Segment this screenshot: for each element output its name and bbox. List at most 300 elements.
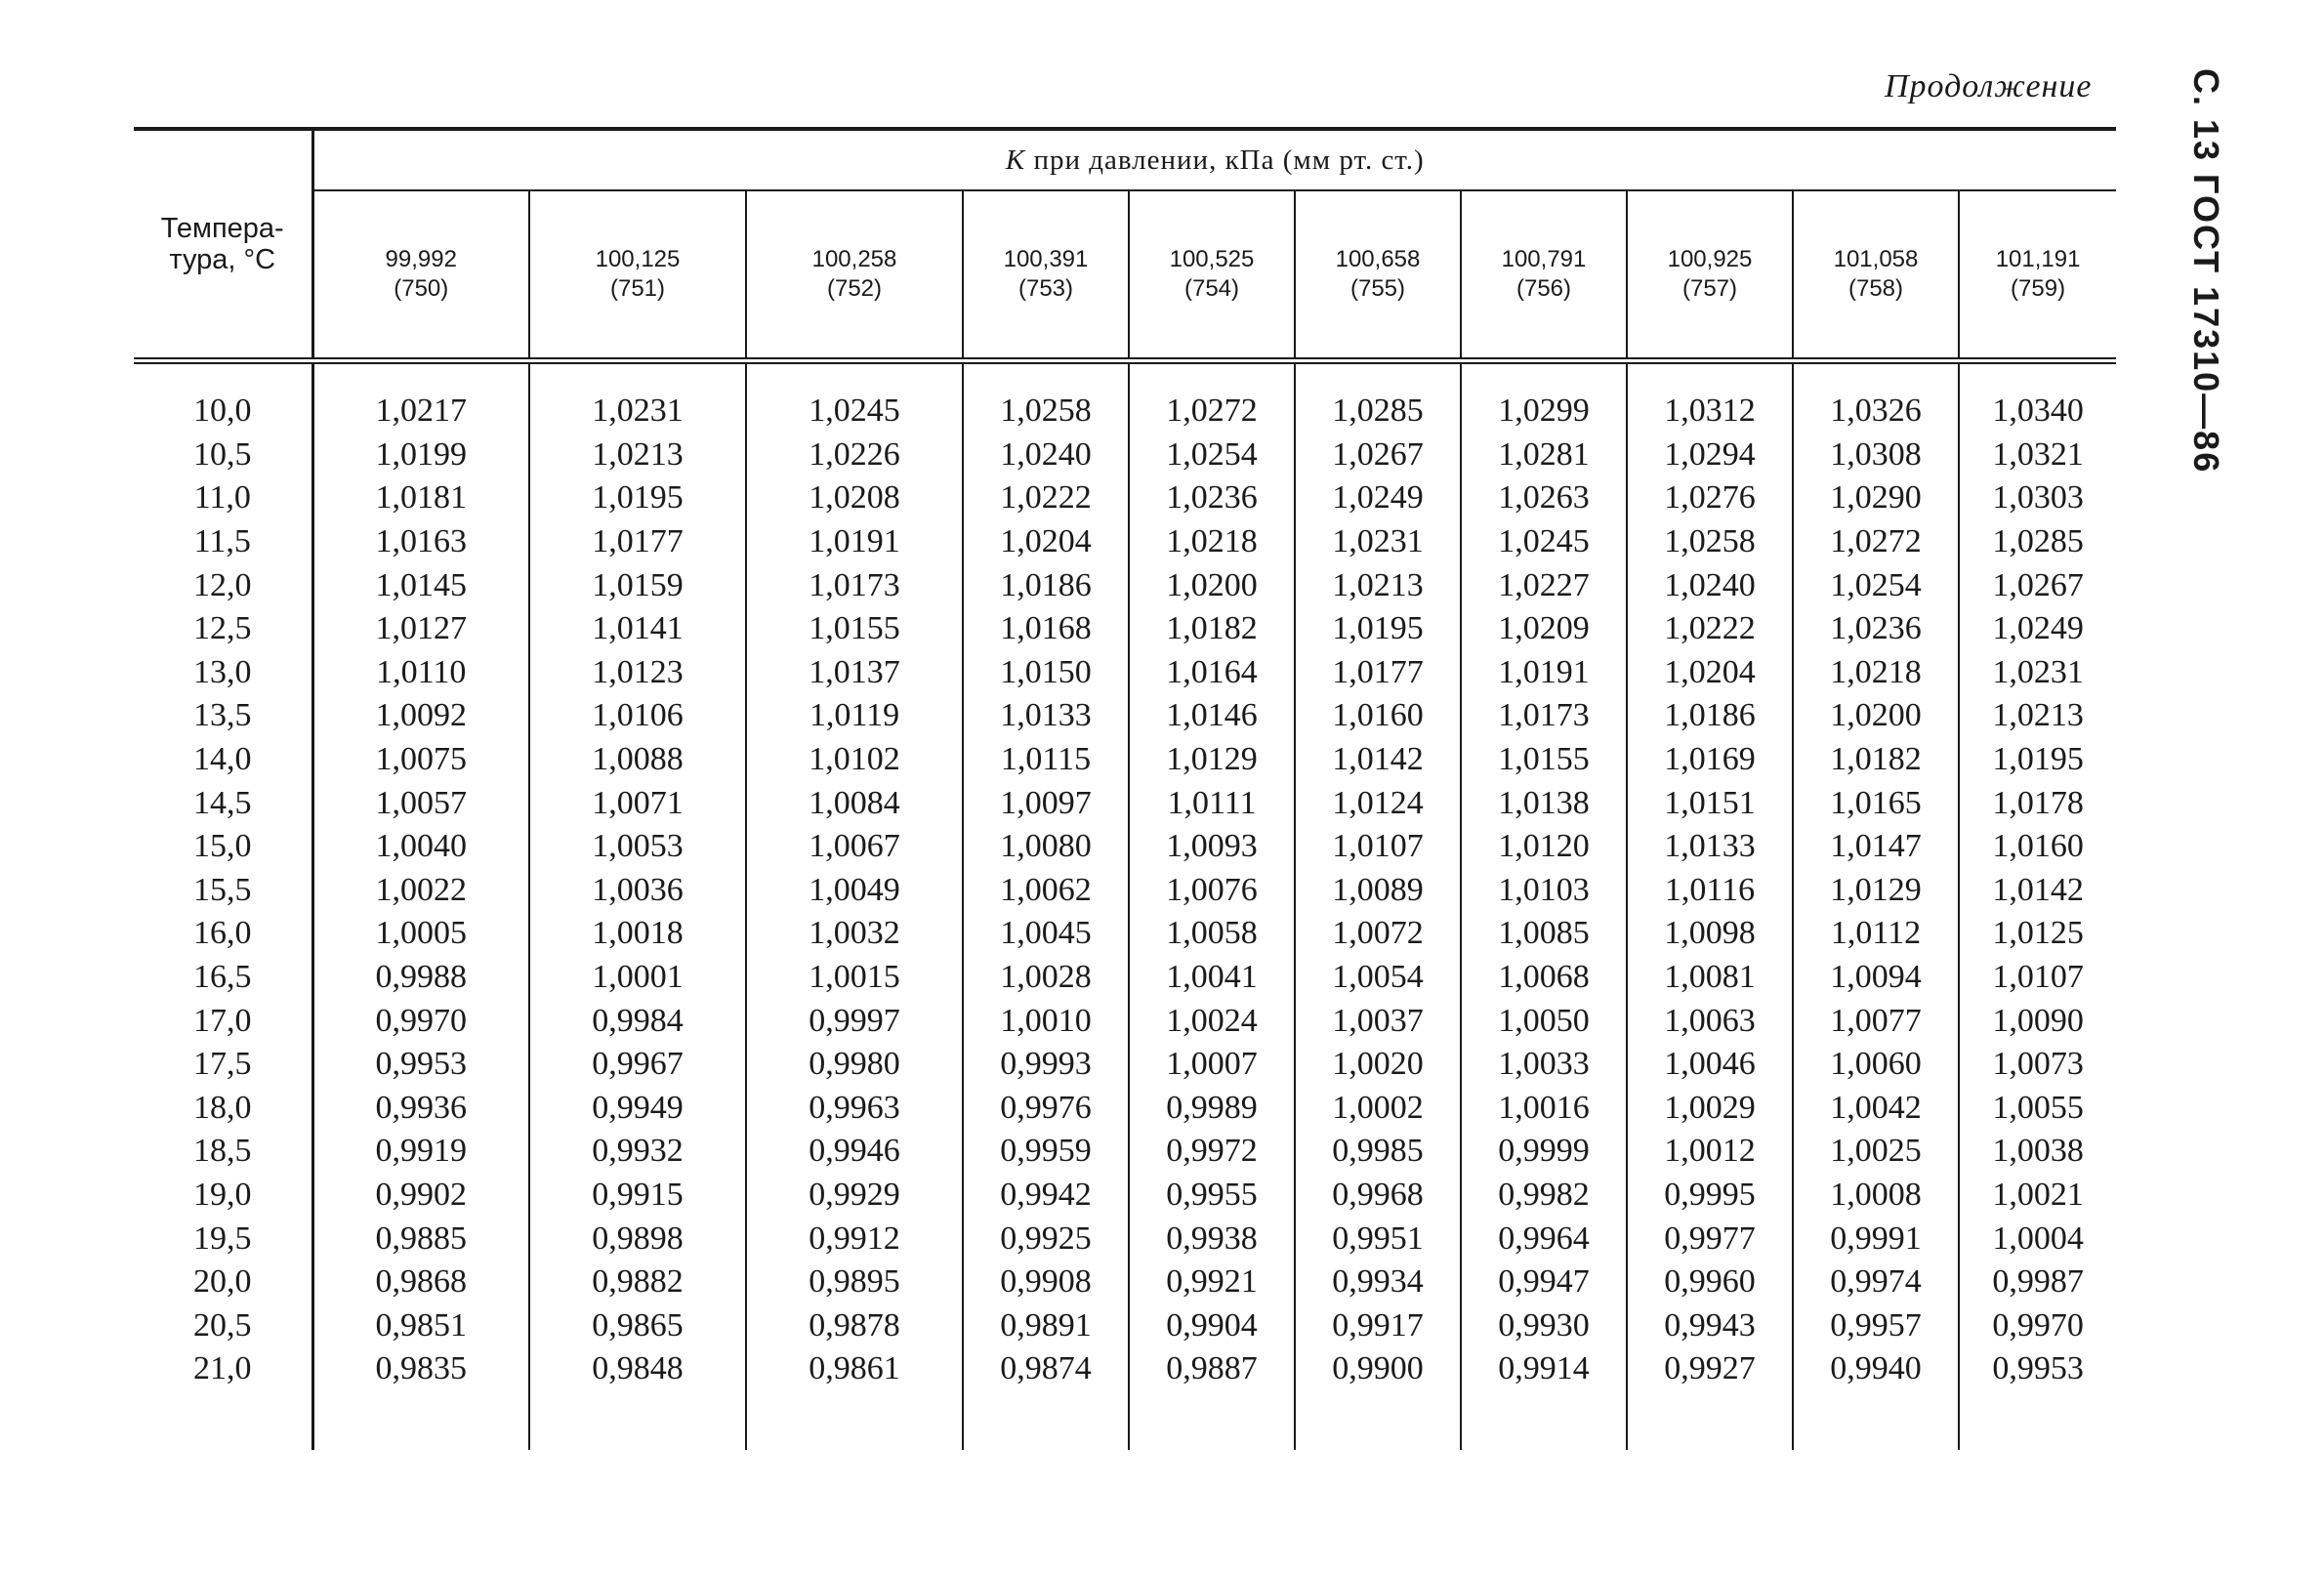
k-value-cell: 0,9904 xyxy=(1129,1303,1295,1347)
k-value-cell: 0,9947 xyxy=(1461,1261,1627,1304)
k-value-cell: 1,0340 xyxy=(1959,361,2116,434)
k-value-cell: 1,0071 xyxy=(529,781,746,825)
k-value-cell: 1,0133 xyxy=(963,694,1129,738)
k-value-cell: 1,0276 xyxy=(1627,476,1793,520)
k-value-cell: 1,0258 xyxy=(963,361,1129,434)
k-value-cell: 0,9878 xyxy=(746,1303,963,1347)
k-value-cell: 0,9835 xyxy=(312,1347,529,1391)
k-value-cell: 1,0272 xyxy=(1793,520,1959,564)
temperature-header-line2: тура, °С xyxy=(169,244,276,275)
k-value-cell: 1,0222 xyxy=(963,476,1129,520)
pressure-column-header xyxy=(746,190,963,361)
k-value-cell: 1,0020 xyxy=(1295,1043,1461,1087)
k-value-cell: 1,0018 xyxy=(529,912,746,956)
k-value-cell: 0,9917 xyxy=(1295,1303,1461,1347)
k-value-cell: 0,9865 xyxy=(529,1303,746,1347)
k-value-cell: 1,0098 xyxy=(1627,912,1793,956)
table-row xyxy=(134,361,2116,434)
k-value-cell: 1,0119 xyxy=(746,694,963,738)
temperature-cell: 18,5 xyxy=(134,1130,312,1174)
k-value-cell: 1,0236 xyxy=(1129,476,1295,520)
k-value-cell: 0,9988 xyxy=(312,956,529,1000)
table-row xyxy=(134,607,2116,651)
k-value-cell: 0,9963 xyxy=(746,1087,963,1131)
k-value-cell: 0,9989 xyxy=(1129,1087,1295,1131)
k-value-cell: 1,0217 xyxy=(312,361,529,434)
k-value-cell: 0,9885 xyxy=(312,1217,529,1261)
k-value-cell: 1,0040 xyxy=(312,825,529,869)
temperature-cell: 16,0 xyxy=(134,912,312,956)
k-value-cell: 1,0010 xyxy=(963,999,1129,1043)
k-value-cell: 1,0092 xyxy=(312,694,529,738)
pressure-column-header xyxy=(1793,190,1959,361)
k-value-cell: 1,0200 xyxy=(1793,694,1959,738)
k-value-cell: 1,0033 xyxy=(1461,1043,1627,1087)
k-value-cell: 1,0012 xyxy=(1627,1130,1793,1174)
k-value-cell: 1,0240 xyxy=(963,434,1129,477)
temperature-cell: 10,0 xyxy=(134,361,312,434)
k-value-cell: 1,0258 xyxy=(1627,520,1793,564)
pressure-kpa: 100,125 xyxy=(595,246,681,272)
k-value-cell: 1,0021 xyxy=(1959,1174,2116,1218)
k-value-cell: 1,0191 xyxy=(1461,651,1627,695)
k-value-cell: 0,9967 xyxy=(529,1043,746,1087)
pressure-mmhg: (755) xyxy=(1349,275,1406,302)
k-value-cell: 1,0037 xyxy=(1295,999,1461,1043)
k-value-cell: 1,0204 xyxy=(963,520,1129,564)
k-value-cell: 0,9974 xyxy=(1793,1261,1959,1304)
k-value-cell: 1,0097 xyxy=(963,781,1129,825)
pressure-column-header xyxy=(312,190,529,361)
k-value-cell: 1,0123 xyxy=(529,651,746,695)
k-value-cell: 1,0112 xyxy=(1793,912,1959,956)
pressure-kpa: 100,925 xyxy=(1667,246,1753,272)
k-value-cell: 1,0245 xyxy=(746,361,963,434)
k-value-cell: 1,0005 xyxy=(312,912,529,956)
k-value-cell: 0,9953 xyxy=(1959,1347,2116,1391)
pressure-column-header xyxy=(1295,190,1461,361)
k-value-cell: 0,9861 xyxy=(746,1347,963,1391)
k-value-cell: 0,9972 xyxy=(1129,1130,1295,1174)
table-row xyxy=(134,1130,2116,1174)
k-value-cell: 1,0116 xyxy=(1627,869,1793,913)
k-value-cell: 0,9995 xyxy=(1627,1174,1793,1218)
k-value-cell: 1,0024 xyxy=(1129,999,1295,1043)
pressure-column-header xyxy=(1959,190,2116,361)
temperature-cell: 13,0 xyxy=(134,651,312,695)
spacer-cell xyxy=(1627,1391,1793,1450)
k-value-cell: 1,0299 xyxy=(1461,361,1627,434)
k-value-cell: 1,0075 xyxy=(312,738,529,782)
k-value-cell: 1,0272 xyxy=(1129,361,1295,434)
k-value-cell: 1,0085 xyxy=(1461,912,1627,956)
k-value-cell: 1,0103 xyxy=(1461,869,1627,913)
k-value-cell: 1,0245 xyxy=(1461,520,1627,564)
k-value-cell: 1,0053 xyxy=(529,825,746,869)
k-value-cell: 1,0177 xyxy=(529,520,746,564)
table-body xyxy=(134,361,2116,1450)
temperature-cell: 15,5 xyxy=(134,869,312,913)
temperature-cell: 15,0 xyxy=(134,825,312,869)
k-value-cell: 0,9993 xyxy=(963,1043,1129,1087)
k-value-cell: 0,9927 xyxy=(1627,1347,1793,1391)
k-value-cell: 1,0290 xyxy=(1793,476,1959,520)
k-value-cell: 1,0199 xyxy=(312,434,529,477)
k-value-cell: 1,0195 xyxy=(1295,607,1461,651)
k-value-cell: 1,0060 xyxy=(1793,1043,1959,1087)
temperature-cell: 14,0 xyxy=(134,738,312,782)
k-value-cell: 1,0038 xyxy=(1959,1130,2116,1174)
k-value-cell: 0,9895 xyxy=(746,1261,963,1304)
pressure-columns-row xyxy=(134,190,2116,361)
k-value-cell: 1,0046 xyxy=(1627,1043,1793,1087)
k-value-cell: 1,0138 xyxy=(1461,781,1627,825)
k-value-cell: 0,9930 xyxy=(1461,1303,1627,1347)
k-value-cell: 0,9999 xyxy=(1461,1130,1627,1174)
k-value-cell: 1,0213 xyxy=(1959,694,2116,738)
k-value-cell: 0,9985 xyxy=(1295,1130,1461,1174)
k-value-cell: 1,0173 xyxy=(1461,694,1627,738)
table-row xyxy=(134,869,2116,913)
k-value-cell: 1,0227 xyxy=(1461,563,1627,607)
k-value-cell: 1,0218 xyxy=(1129,520,1295,564)
pressure-kpa: 100,658 xyxy=(1335,246,1421,272)
k-value-cell: 1,0200 xyxy=(1129,563,1295,607)
k-value-cell: 1,0008 xyxy=(1793,1174,1959,1218)
pressure-mmhg: (753) xyxy=(1017,275,1074,302)
k-value-cell: 1,0236 xyxy=(1793,607,1959,651)
k-value-cell: 0,9936 xyxy=(312,1087,529,1131)
k-value-cell: 0,9991 xyxy=(1793,1217,1959,1261)
k-value-cell: 1,0222 xyxy=(1627,607,1793,651)
k-value-cell: 0,9914 xyxy=(1461,1347,1627,1391)
k-value-cell: 0,9925 xyxy=(963,1217,1129,1261)
table-row xyxy=(134,563,2116,607)
k-value-cell: 1,0204 xyxy=(1627,651,1793,695)
table-row xyxy=(134,694,2116,738)
k-value-cell: 1,0124 xyxy=(1295,781,1461,825)
k-value-cell: 1,0182 xyxy=(1129,607,1295,651)
k-value-cell: 1,0102 xyxy=(746,738,963,782)
table-row xyxy=(134,520,2116,564)
k-value-cell: 0,9949 xyxy=(529,1087,746,1131)
k-value-cell: 1,0089 xyxy=(1295,869,1461,913)
k-value-cell: 1,0120 xyxy=(1461,825,1627,869)
k-value-cell: 1,0137 xyxy=(746,651,963,695)
k-value-cell: 0,9976 xyxy=(963,1087,1129,1131)
pressure-mmhg: (750) xyxy=(394,275,449,302)
k-value-cell: 0,9934 xyxy=(1295,1261,1461,1304)
k-value-cell: 1,0208 xyxy=(746,476,963,520)
k-value-cell: 1,0173 xyxy=(746,563,963,607)
k-value-cell: 1,0007 xyxy=(1129,1043,1295,1087)
k-value-cell: 1,0150 xyxy=(963,651,1129,695)
k-value-cell: 1,0076 xyxy=(1129,869,1295,913)
k-value-cell: 1,0231 xyxy=(1295,520,1461,564)
temperature-cell: 19,5 xyxy=(134,1217,312,1261)
k-value-cell: 1,0055 xyxy=(1959,1087,2116,1131)
k-value-cell: 1,0125 xyxy=(1959,912,2116,956)
k-value-cell: 1,0016 xyxy=(1461,1087,1627,1131)
k-value-cell: 1,0058 xyxy=(1129,912,1295,956)
table-row xyxy=(134,825,2116,869)
k-value-cell: 1,0147 xyxy=(1793,825,1959,869)
k-value-cell: 0,9982 xyxy=(1461,1174,1627,1218)
k-value-cell: 0,9953 xyxy=(312,1043,529,1087)
k-value-cell: 0,9882 xyxy=(529,1261,746,1304)
table-row xyxy=(134,1043,2116,1087)
k-value-cell: 1,0129 xyxy=(1129,738,1295,782)
k-value-cell: 0,9902 xyxy=(312,1174,529,1218)
table-row xyxy=(134,1261,2116,1304)
k-value-cell: 0,9943 xyxy=(1627,1303,1793,1347)
temperature-cell: 19,0 xyxy=(134,1174,312,1218)
spacer-cell xyxy=(963,1391,1129,1450)
k-value-cell: 1,0163 xyxy=(312,520,529,564)
k-value-cell: 0,9940 xyxy=(1793,1347,1959,1391)
k-value-cell: 0,9929 xyxy=(746,1174,963,1218)
k-value-cell: 1,0049 xyxy=(746,869,963,913)
table-row xyxy=(134,1303,2116,1347)
pressure-mmhg: (758) xyxy=(1847,275,1904,302)
table-row xyxy=(134,912,2116,956)
k-value-cell: 1,0054 xyxy=(1295,956,1461,1000)
k-value-cell: 1,0191 xyxy=(746,520,963,564)
spacer-cell xyxy=(312,1391,529,1450)
k-value-cell: 1,0127 xyxy=(312,607,529,651)
k-value-cell: 0,9848 xyxy=(529,1347,746,1391)
k-value-cell: 1,0036 xyxy=(529,869,746,913)
k-symbol: К xyxy=(1005,144,1026,176)
k-value-cell: 1,0129 xyxy=(1793,869,1959,913)
k-value-cell: 1,0254 xyxy=(1129,434,1295,477)
k-value-cell: 0,9900 xyxy=(1295,1347,1461,1391)
k-value-cell: 0,9921 xyxy=(1129,1261,1295,1304)
k-value-cell: 0,9915 xyxy=(529,1174,746,1218)
k-value-cell: 1,0025 xyxy=(1793,1130,1959,1174)
k-value-cell: 0,9898 xyxy=(529,1217,746,1261)
k-value-cell: 1,0107 xyxy=(1295,825,1461,869)
k-value-cell: 1,0032 xyxy=(746,912,963,956)
k-value-cell: 1,0004 xyxy=(1959,1217,2116,1261)
k-value-cell: 1,0080 xyxy=(963,825,1129,869)
k-value-cell: 1,0028 xyxy=(963,956,1129,1000)
k-value-cell: 1,0160 xyxy=(1295,694,1461,738)
pressure-column-header xyxy=(1129,190,1295,361)
k-value-cell: 1,0146 xyxy=(1129,694,1295,738)
k-value-cell: 1,0110 xyxy=(312,651,529,695)
pressure-mmhg: (754) xyxy=(1183,275,1240,302)
k-value-cell: 1,0029 xyxy=(1627,1087,1793,1131)
pressure-kpa: 100,391 xyxy=(1003,246,1089,272)
k-value-cell: 0,9997 xyxy=(746,999,963,1043)
k-value-cell: 1,0068 xyxy=(1461,956,1627,1000)
k-value-cell: 1,0231 xyxy=(1959,651,2116,695)
k-value-cell: 1,0045 xyxy=(963,912,1129,956)
spacer-cell xyxy=(1793,1391,1959,1450)
table-row xyxy=(134,1347,2116,1391)
k-value-cell: 0,9946 xyxy=(746,1130,963,1174)
k-value-cell: 1,0213 xyxy=(1295,563,1461,607)
spacer-cell xyxy=(134,1391,312,1450)
k-value-cell: 0,9891 xyxy=(963,1303,1129,1347)
k-value-cell: 1,0169 xyxy=(1627,738,1793,782)
k-value-cell: 0,9987 xyxy=(1959,1261,2116,1304)
k-value-cell: 1,0209 xyxy=(1461,607,1627,651)
k-value-cell: 0,9960 xyxy=(1627,1261,1793,1304)
k-value-cell: 1,0312 xyxy=(1627,361,1793,434)
table-row xyxy=(134,1217,2116,1261)
k-value-cell: 1,0321 xyxy=(1959,434,2116,477)
k-value-cell: 1,0062 xyxy=(963,869,1129,913)
k-value-cell: 0,9964 xyxy=(1461,1217,1627,1261)
temperature-cell: 10,5 xyxy=(134,434,312,477)
pressure-mmhg: (756) xyxy=(1515,275,1572,302)
k-value-cell: 0,9938 xyxy=(1129,1217,1295,1261)
k-value-cell: 0,9942 xyxy=(963,1174,1129,1218)
k-value-cell: 1,0133 xyxy=(1627,825,1793,869)
k-value-cell: 1,0195 xyxy=(529,476,746,520)
k-value-cell: 1,0303 xyxy=(1959,476,2116,520)
k-value-cell: 0,9919 xyxy=(312,1130,529,1174)
pressure-group-header xyxy=(312,129,2116,190)
k-value-cell: 0,9868 xyxy=(312,1261,529,1304)
k-value-cell: 1,0249 xyxy=(1959,607,2116,651)
spacer-cell xyxy=(1461,1391,1627,1450)
k-value-cell: 0,9887 xyxy=(1129,1347,1295,1391)
temperature-cell: 20,5 xyxy=(134,1303,312,1347)
k-value-cell: 1,0106 xyxy=(529,694,746,738)
pressure-mmhg: (752) xyxy=(826,275,883,302)
k-value-cell: 0,9957 xyxy=(1793,1303,1959,1347)
pressure-kpa: 99,992 xyxy=(385,246,457,272)
k-value-cell: 1,0159 xyxy=(529,563,746,607)
k-value-cell: 0,9932 xyxy=(529,1130,746,1174)
k-value-cell: 1,0107 xyxy=(1959,956,2116,1000)
k-value-cell: 1,0015 xyxy=(746,956,963,1000)
k-value-cell: 1,0057 xyxy=(312,781,529,825)
k-value-cell: 1,0145 xyxy=(312,563,529,607)
k-value-cell: 1,0063 xyxy=(1627,999,1793,1043)
k-value-cell: 1,0178 xyxy=(1959,781,2116,825)
k-value-cell: 1,0077 xyxy=(1793,999,1959,1043)
k-value-cell: 1,0181 xyxy=(312,476,529,520)
k-value-cell: 0,9874 xyxy=(963,1347,1129,1391)
k-value-cell: 1,0218 xyxy=(1793,651,1959,695)
temperature-cell: 12,0 xyxy=(134,563,312,607)
table-row xyxy=(134,1087,2116,1131)
table-row xyxy=(134,476,2116,520)
k-value-cell: 1,0249 xyxy=(1295,476,1461,520)
k-value-cell: 1,0186 xyxy=(963,563,1129,607)
k-value-cell: 1,0267 xyxy=(1959,563,2116,607)
spacer-cell xyxy=(1959,1391,2116,1450)
k-value-cell: 1,0151 xyxy=(1627,781,1793,825)
temperature-cell: 11,5 xyxy=(134,520,312,564)
pressure-column-header xyxy=(963,190,1129,361)
k-value-cell: 1,0115 xyxy=(963,738,1129,782)
pressure-mmhg: (757) xyxy=(1681,275,1738,302)
k-value-cell: 1,0254 xyxy=(1793,563,1959,607)
temperature-cell: 18,0 xyxy=(134,1087,312,1131)
k-value-cell: 1,0164 xyxy=(1129,651,1295,695)
k-value-cell: 1,0093 xyxy=(1129,825,1295,869)
pressure-mmhg: (759) xyxy=(2011,275,2066,302)
pressure-column-header xyxy=(1461,190,1627,361)
k-value-cell: 0,9951 xyxy=(1295,1217,1461,1261)
temperature-cell: 13,5 xyxy=(134,694,312,738)
table-row xyxy=(134,1174,2116,1218)
k-value-cell: 1,0195 xyxy=(1959,738,2116,782)
spacer-cell xyxy=(1129,1391,1295,1450)
k-value-cell: 1,0081 xyxy=(1627,956,1793,1000)
k-value-cell: 0,9984 xyxy=(529,999,746,1043)
k-value-cell: 1,0041 xyxy=(1129,956,1295,1000)
table-row xyxy=(134,651,2116,695)
k-value-cell: 0,9959 xyxy=(963,1130,1129,1174)
k-value-cell: 1,0002 xyxy=(1295,1087,1461,1131)
temperature-cell: 20,0 xyxy=(134,1261,312,1304)
k-value-cell: 1,0022 xyxy=(312,869,529,913)
pressure-column-header xyxy=(529,190,746,361)
k-value-cell: 0,9980 xyxy=(746,1043,963,1087)
temperature-cell: 12,5 xyxy=(134,607,312,651)
k-value-cell: 1,0155 xyxy=(746,607,963,651)
k-value-cell: 1,0285 xyxy=(1295,361,1461,434)
k-value-cell: 1,0067 xyxy=(746,825,963,869)
k-value-cell: 1,0308 xyxy=(1793,434,1959,477)
correction-factor-table xyxy=(134,127,2116,1450)
pressure-column-header xyxy=(1627,190,1793,361)
k-value-cell: 0,9912 xyxy=(746,1217,963,1261)
pressure-kpa: 101,058 xyxy=(1833,246,1919,272)
temperature-cell: 16,5 xyxy=(134,956,312,1000)
k-value-cell: 1,0142 xyxy=(1295,738,1461,782)
pressure-kpa: 100,525 xyxy=(1169,246,1255,272)
k-value-cell: 1,0090 xyxy=(1959,999,2116,1043)
k-value-cell: 0,9908 xyxy=(963,1261,1129,1304)
k-value-cell: 1,0042 xyxy=(1793,1087,1959,1131)
k-value-cell: 1,0240 xyxy=(1627,563,1793,607)
pressure-kpa: 101,191 xyxy=(1995,246,2081,272)
k-value-cell: 1,0165 xyxy=(1793,781,1959,825)
k-value-cell: 1,0263 xyxy=(1461,476,1627,520)
spacer-cell xyxy=(529,1391,746,1450)
k-value-cell: 1,0213 xyxy=(529,434,746,477)
temperature-cell: 11,0 xyxy=(134,476,312,520)
table-row xyxy=(134,738,2116,782)
k-value-cell: 1,0160 xyxy=(1959,825,2116,869)
k-value-cell: 1,0182 xyxy=(1793,738,1959,782)
k-value-cell: 0,9977 xyxy=(1627,1217,1793,1261)
k-value-cell: 1,0326 xyxy=(1793,361,1959,434)
k-value-cell: 1,0111 xyxy=(1129,781,1295,825)
k-value-cell: 0,9955 xyxy=(1129,1174,1295,1218)
k-value-cell: 1,0141 xyxy=(529,607,746,651)
k-value-cell: 1,0088 xyxy=(529,738,746,782)
k-value-cell: 1,0001 xyxy=(529,956,746,1000)
k-value-cell: 1,0294 xyxy=(1627,434,1793,477)
k-value-cell: 1,0281 xyxy=(1461,434,1627,477)
pressure-kpa: 100,791 xyxy=(1501,246,1587,272)
table-row xyxy=(134,781,2116,825)
pressure-group-header-text: при давлении, кПа (мм рт. ст.) xyxy=(1033,144,1425,176)
spacer-cell xyxy=(1295,1391,1461,1450)
continuation-label: Продолжение xyxy=(1885,68,2093,104)
temperature-header xyxy=(134,129,312,361)
k-value-cell: 1,0073 xyxy=(1959,1043,2116,1087)
k-value-cell: 1,0072 xyxy=(1295,912,1461,956)
